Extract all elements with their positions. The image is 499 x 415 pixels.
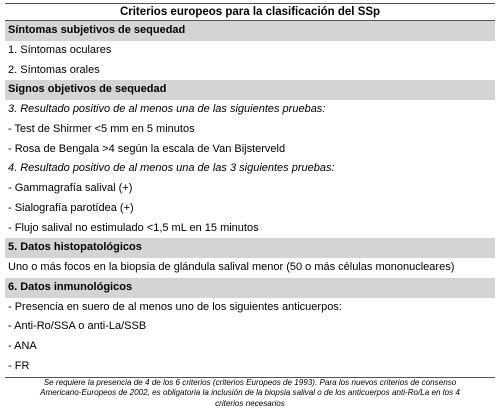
section-header-row: 5. Datos histopatológicos: [5, 238, 495, 258]
criteria-row: - Sialografía parotídea (+): [8, 201, 134, 214]
criteria-row: - Test de Shirmer <5 mm en 5 minutos: [8, 122, 195, 135]
table-body: [5, 21, 495, 377]
criteria-row: 3. Resultado positivo de al menos una de las siguientes pruebas:: [8, 103, 326, 115]
footnote: [20, 378, 480, 409]
criteria-row: 4. Resultado positivo de al menos una de las 3 siguientes pruebas:: [8, 162, 335, 175]
table-title: Criterios europeos para la clasificación del SSp: [5, 3, 495, 21]
criteria-row: - Flujo salival no estimulado <1,5 mL en 15 minutos: [8, 221, 259, 234]
criteria-row: - Gammagrafía salival (+): [8, 182, 133, 194]
footnote-line: Americano-Europeos de 2002, es obligatoria la inclusión de la biopsia salival o de los anticuerpos anti-Ro/La en los 4: [40, 388, 460, 398]
footnote-line: criterios necesarios: [215, 398, 285, 408]
criteria-row: - Anti-Ro/SSA o anti-La/SSB: [8, 320, 147, 333]
section-header-row: Síntomas subjetivos de sequedad: [5, 21, 495, 41]
criteria-row: - FR: [8, 359, 30, 372]
criteria-row: 2. Síntomas orales: [8, 63, 100, 76]
criteria-row: 1. Síntomas oculares: [8, 43, 112, 56]
criteria-row: Uno o más focos en la biopsia de glándula salival menor (50 o más células mononucleares): [8, 261, 455, 273]
section-header-row: 6. Datos inmunológicos: [5, 278, 495, 298]
criteria-row: - Rosa de Bengala >4 según la escala de Van Bijsterveld: [8, 142, 286, 155]
criteria-row: - Presencia en suero de al menos uno de los siguientes anticuerpos:: [8, 300, 342, 313]
footnote-line: Se requiere la presencia de 4 de los 6 criterios (criterios Europeos de 1993). Para los nuevos criterios de consenso: [43, 378, 457, 387]
criteria-table: [5, 3, 495, 378]
section-header-row: Signos objetivos de sequedad: [5, 80, 495, 100]
criteria-row: - ANA: [8, 340, 37, 352]
